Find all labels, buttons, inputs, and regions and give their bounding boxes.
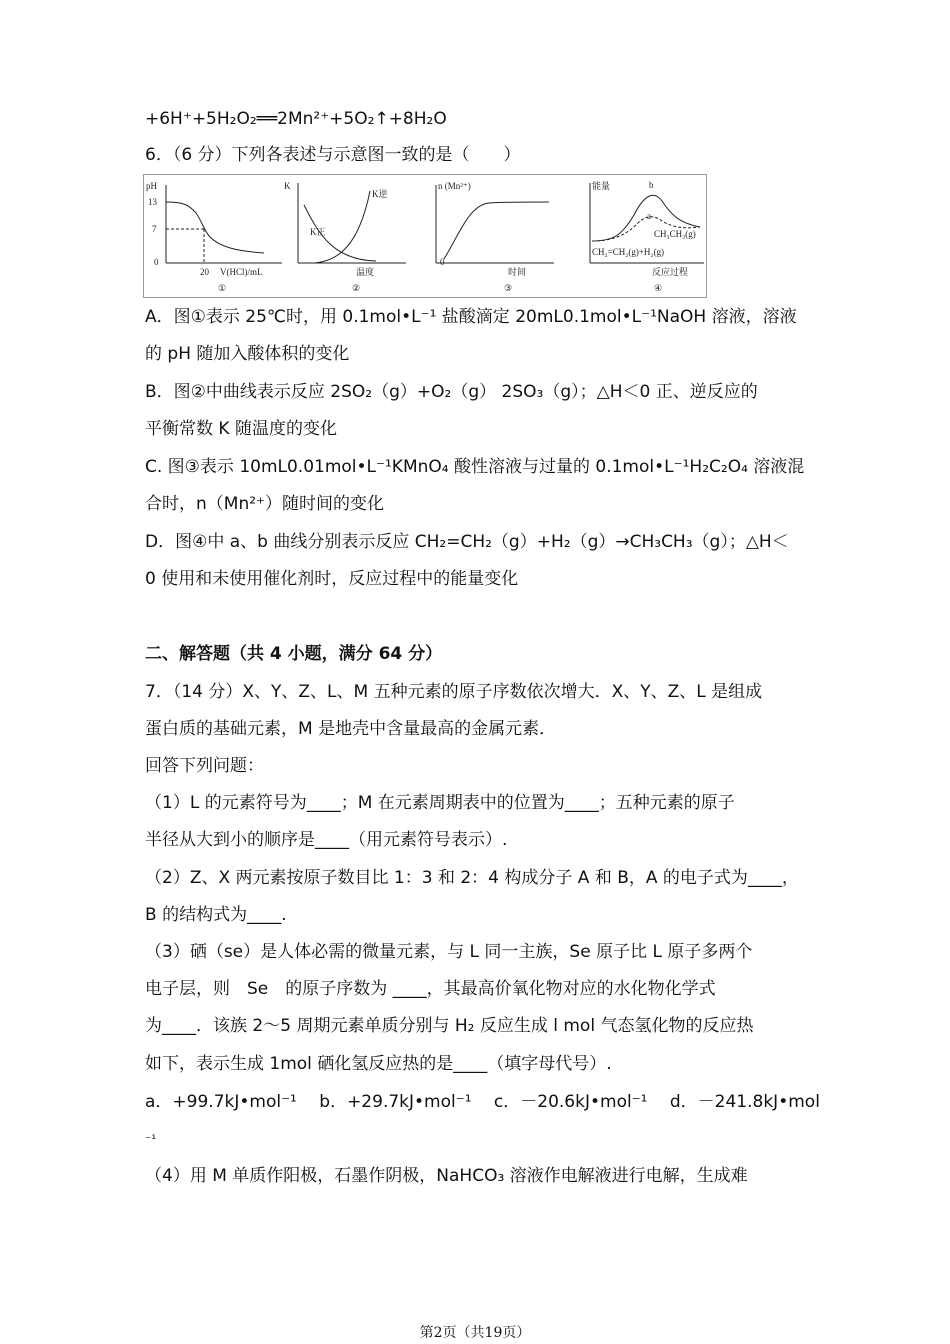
graph-3-xlabel: 时间 <box>508 267 527 277</box>
question-7-part-4-line-1: （4）用 M 单质作阳极，石墨作阴极，NaHCO₃ 溶液作电解液进行电解，生成难 <box>145 1166 748 1186</box>
question-6-figure <box>143 174 707 298</box>
graph-2-k-curves <box>284 181 406 293</box>
graph-1-tick-20: 20 <box>200 267 209 277</box>
question-7-part-3-line-4: 如下，表示生成 1mol 硒化氢反应热的是____（填字母代号）. <box>145 1054 612 1074</box>
graph-2-number: ② <box>352 283 361 293</box>
graph-3-ylabel: n (Mn²⁺) <box>438 181 471 191</box>
graph-2-k-reverse: K逆 <box>372 189 388 199</box>
question-7-choices-line-1: a．+99.7kJ•mol⁻¹ b．+29.7kJ•mol⁻¹ c．－20.6kJ•mol⁻¹ d．－241.8kJ•mol <box>145 1092 820 1112</box>
graph-3-number: ③ <box>504 283 513 293</box>
question-7-line-1: 7．（14 分）X、Y、Z、L、M 五种元素的原子序数依次增大．X、Y、Z、L 是组成 <box>145 682 763 702</box>
option-a-line-2: 的 pH 随加入酸体积的变化 <box>145 344 350 364</box>
section-heading: 二、解答题（共 4 小题，满分 64 分） <box>145 644 443 664</box>
graph-4-reactant: CH₂=CH₂(g)+H₂(g) <box>592 247 665 257</box>
option-c-line-2: 合时，n（Mn²⁺）随时间的变化 <box>145 494 385 514</box>
graph-4-number: ④ <box>654 283 663 293</box>
graph-1-number: ① <box>218 283 227 293</box>
graph-1-ph-curve <box>146 181 282 293</box>
question-7-line-2: 蛋白质的基础元素，M 是地壳中含量最高的金属元素． <box>145 719 557 739</box>
graph-4-ylabel: 能量 <box>592 181 611 191</box>
graph-4-curve-a: a <box>647 211 651 221</box>
question-7-part-1-line-1: （1）L 的元素符号为____；M 在元素周期表中的位置为____；五种元素的原子 <box>145 793 735 813</box>
question-7-part-3-line-2: 电子层，则 Se 的原子序数为 ____，其最高价氧化物对应的水化物化学式 <box>145 979 716 999</box>
question-7-line-3: 回答下列问题： <box>145 756 264 776</box>
option-b-line-2: 平衡常数 K 随温度的变化 <box>145 419 337 439</box>
option-d-line-1: D．图④中 a、b 曲线分别表示反应 CH₂=CH₂（g）+H₂（g）→CH₃CH₃（g）；△H＜ <box>145 532 789 552</box>
option-a-line-1: A．图①表示 25℃时，用 0.1mol•L⁻¹ 盐酸滴定 20mL0.1mol•L⁻¹NaOH 溶液，溶液 <box>145 307 797 327</box>
question-7-part-3-line-3: 为____．该族 2～5 周期元素单质分别与 H₂ 反应生成 l mol 气态氢化物的反应热 <box>145 1016 754 1036</box>
graph-2-ylabel: K <box>284 181 291 191</box>
question-7-part-2-line-1: （2）Z、X 两元素按原子数目比 1：3 和 2：4 构成分子 A 和 B，A 的电子式为____， <box>145 868 799 888</box>
graph-1-tick-13: 13 <box>148 197 157 207</box>
question-7-part-2-line-2: B 的结构式为____. <box>145 905 287 925</box>
option-c-line-1: C. 图③表示 10mL0.01mol•L⁻¹KMnO₄ 酸性溶液与过量的 0.1mol•L⁻¹H₂C₂O₄ 溶液混 <box>145 457 805 477</box>
question-7-part-1-line-2: 半径从大到小的顺序是____（用元素符号表示）. <box>145 830 508 850</box>
graph-3-tick-0: 0 <box>440 257 445 267</box>
option-d-line-2: 0 使用和未使用催化剂时，反应过程中的能量变化 <box>145 569 519 589</box>
question-7-part-3-line-1: （3）硒（se）是人体必需的微量元素，与 L 同一主族，Se 原子比 L 原子多两个 <box>145 942 753 962</box>
graph-1-xlabel: V(HCl)/mL <box>220 267 263 277</box>
graph-4-xlabel: 反应过程 <box>652 267 689 277</box>
question-6-stem: 6．（6 分）下列各表述与示意图一致的是（ ） <box>145 145 521 165</box>
graph-1-ylabel: pH <box>146 181 157 191</box>
page-footer: 第2页（共19页） <box>419 1325 531 1341</box>
graph-4-product: CH₃CH₃(g) <box>654 229 696 239</box>
equation-line: +6H⁺+5H₂O₂══2Mn²⁺+5O₂↑+8H₂O <box>145 109 447 129</box>
option-b-line-1: B．图②中曲线表示反应 2SO₂（g）+O₂（g） 2SO₃（g）；△H＜0 正、逆反应的 <box>145 382 758 402</box>
question-7-choices-line-2: ⁻¹ <box>145 1132 157 1146</box>
graph-1-tick-0: 0 <box>154 257 159 267</box>
graph-2-k-forward: K正 <box>310 227 326 237</box>
graph-3-mn-curve <box>436 181 554 293</box>
graph-4-energy-curves <box>590 180 704 293</box>
graph-4-curve-b: b <box>649 180 654 190</box>
graph-2-xlabel: 温度 <box>356 267 375 277</box>
graph-1-tick-7: 7 <box>152 224 157 234</box>
